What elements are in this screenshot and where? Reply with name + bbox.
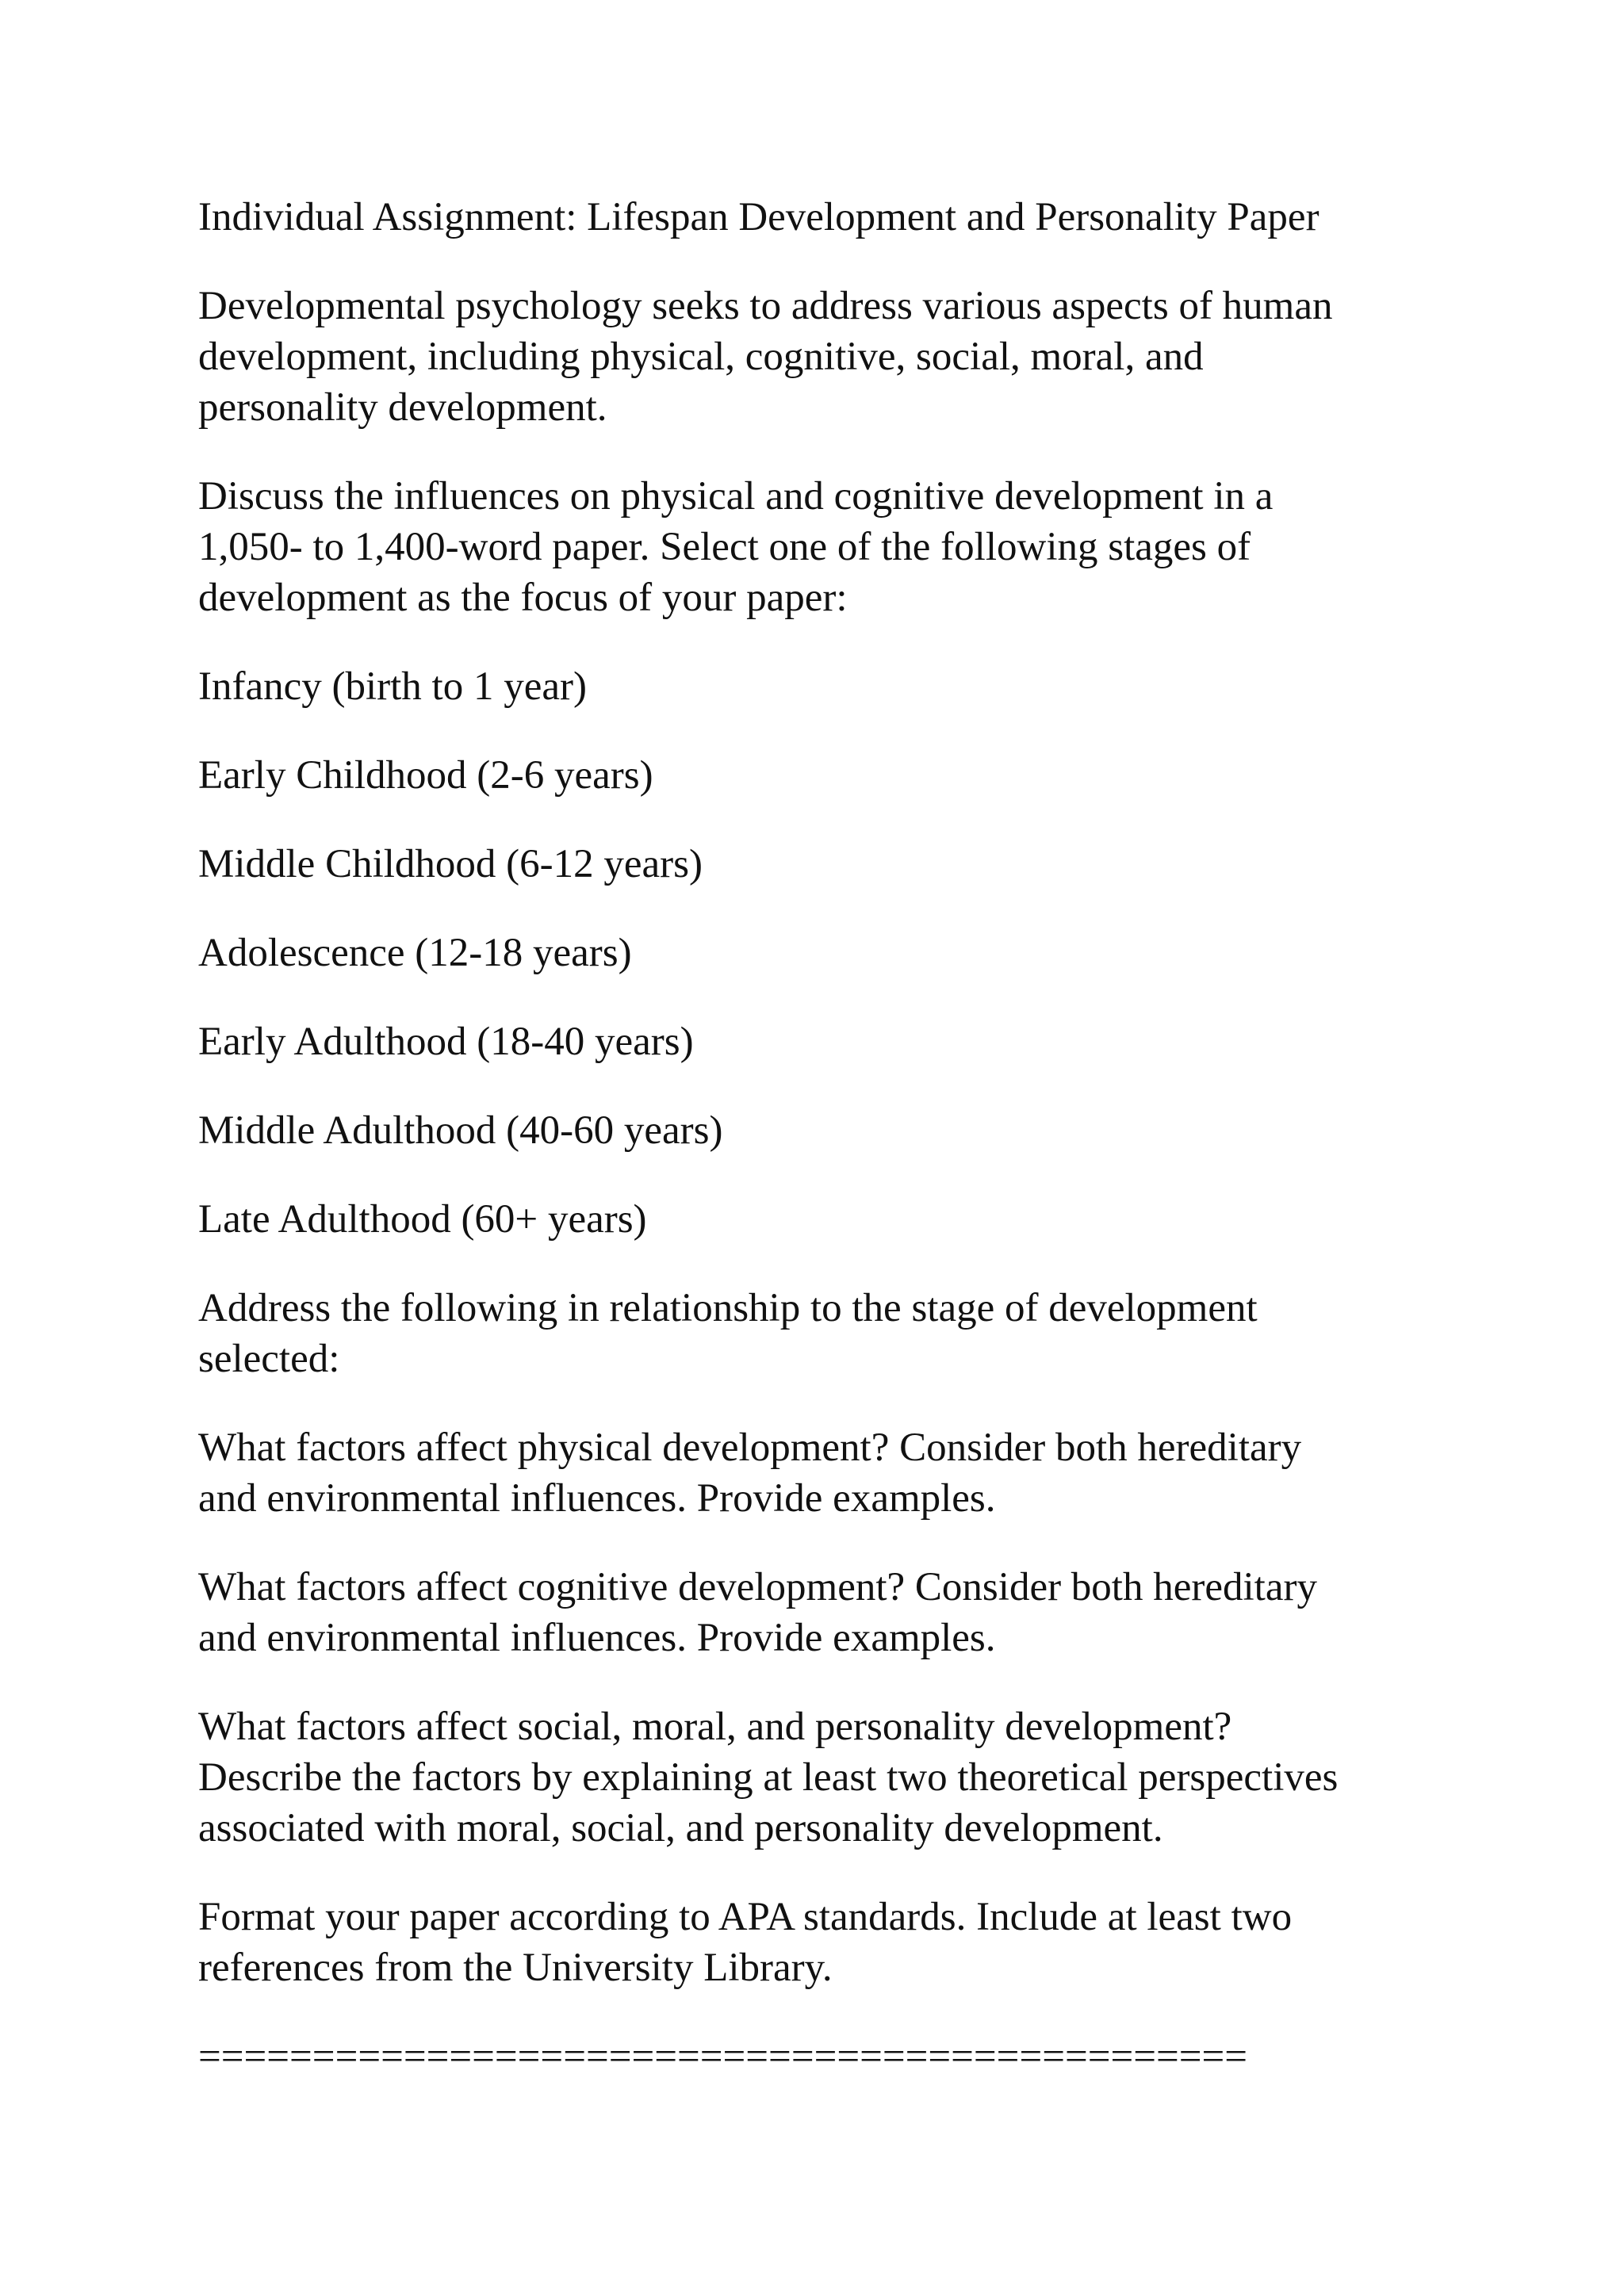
format-note: Format your paper according to APA standards. Include at least two references from the University Library. — [198, 1895, 1293, 1990]
document-title: Individual Assignment: Lifespan Development and Personality Paper — [198, 195, 1320, 239]
stage-item: Middle Childhood (6-12 years) — [198, 842, 703, 886]
question-social-moral: What factors affect social, moral, and personality development? Describe the factors by explaining at least two theoretical perspectives associated with moral, social, and personality development. — [198, 1705, 1339, 1850]
address-prompt: Address the following in relationship to the stage of development selected: — [198, 1286, 1258, 1381]
stage-item: Middle Adulthood (40-60 years) — [198, 1108, 723, 1153]
stage-item: Infancy (birth to 1 year) — [198, 664, 587, 709]
stage-item: Early Childhood (2-6 years) — [198, 753, 653, 798]
instructions-paragraph: Discuss the influences on physical and cognitive development in a 1,050- to 1,400-word paper. Select one of the following stages of development as the focus of your paper: — [198, 474, 1274, 620]
stage-item: Early Adulthood (18-40 years) — [198, 1020, 694, 1064]
question-physical: What factors affect physical development? Consider both hereditary and environmental influences. Provide examples. — [198, 1425, 1302, 1521]
stage-item: Late Adulthood (60+ years) — [198, 1197, 647, 1242]
question-cognitive: What factors affect cognitive development? Consider both hereditary and environmental influences. Provide examples. — [198, 1565, 1317, 1660]
document-body — [198, 192, 1435, 2082]
separator-line: ============================================== — [198, 2034, 1248, 2079]
stage-item: Adolescence (12-18 years) — [198, 931, 632, 975]
intro-paragraph: Developmental psychology seeks to address various aspects of human development, including physical, cognitive, social, moral, and personality development. — [198, 284, 1333, 430]
